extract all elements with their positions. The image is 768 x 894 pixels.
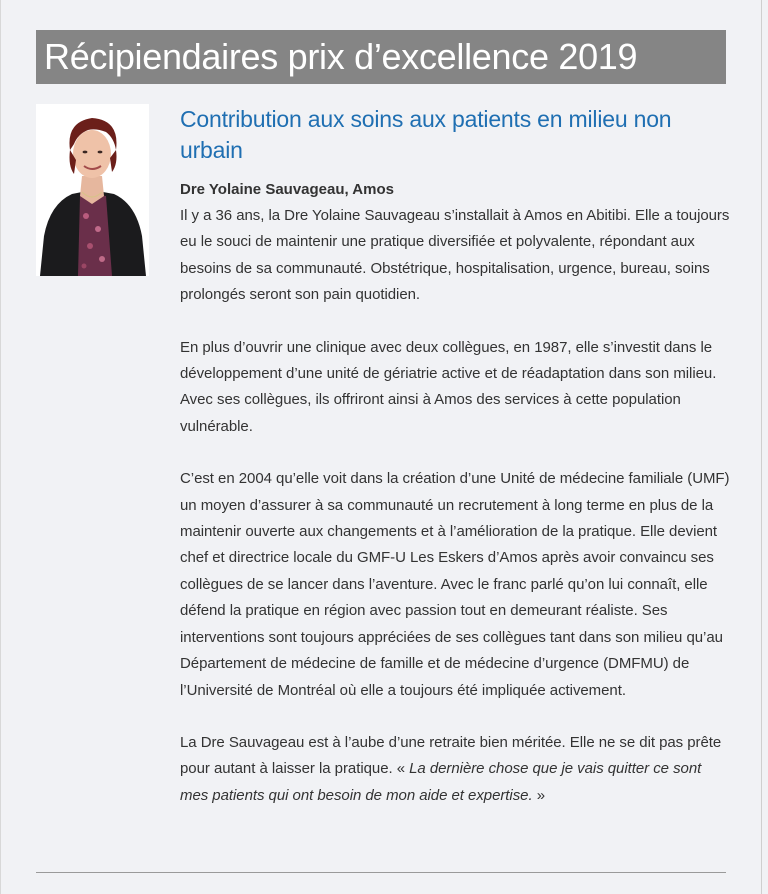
- paragraph-4-closing: »: [532, 786, 545, 804]
- bottom-divider: [36, 872, 726, 873]
- paragraph-1: Il y a 36 ans, la Dre Yolaine Sauvageau s’installait à Amos en Abitibi. Elle a toujours eu le souci de maintenir une pratique diversifiée et polyvalente, répondant aux besoins de sa communauté. Obstétrique, hospitalisation, urgence, bureau, soins prolongés seront son pain quotidien.: [180, 207, 730, 304]
- paragraph-4-quote: La dernière chose que je vais quitter ce sont mes patients qui ont besoin de mon aide et expertise.: [180, 760, 702, 804]
- article-subtitle: Contribution aux soins aux patients en milieu non urbain: [180, 106, 672, 163]
- frame-right-border: [761, 0, 762, 894]
- portrait-image: [36, 104, 149, 276]
- paragraph-3: C’est en 2004 qu’elle voit dans la création d’une Unité de médecine familiale (UMF) un moyen d’assurer à sa communauté un recrutement à long terme en plus de la maintenir ouverte aux changements et à l’amélioration de la pratique. Elle devient chef et directrice locale du GMF-U Les Eskers d’Amos après avoir convaincu ses collègues de se lancer dans l’aventure. Avec le franc parlé qu’on lui connaît, elle défend la pratique en région avec passion tout en demeurant réaliste. Ses interventions sont toujours appréciées de ses collègues tant dans son milieu qu’au Département de médecine de famille et de médecine d’urgence (DMFMU) de l’Université de Montréal où elle a toujours été impliquée activement.: [180, 470, 730, 699]
- article-body: [180, 104, 732, 809]
- paragraph-4: [180, 730, 732, 809]
- paragraph-4-text: La Dre Sauvageau est à l’aube d’une retraite bien méritée. Elle ne se dit pas prête pour autant à laisser la pratique. «: [180, 733, 722, 778]
- portrait-photo: [36, 104, 149, 276]
- page-title: Récipiendaires prix d’excellence 2019: [44, 36, 638, 77]
- paragraph-2: En plus d’ouvrir une clinique avec deux collègues, en 1987, elle s’investit dans le développement d’une unité de gériatrie active et de réadaptation dans son milieu. Avec ses collègues, ils offriront ainsi à Amos des services à cette population vulnérable.: [180, 338, 717, 435]
- page-header: [36, 30, 726, 84]
- frame-left-border: [0, 0, 1, 894]
- author-name: Dre Yolaine Sauvageau, Amos: [180, 181, 394, 198]
